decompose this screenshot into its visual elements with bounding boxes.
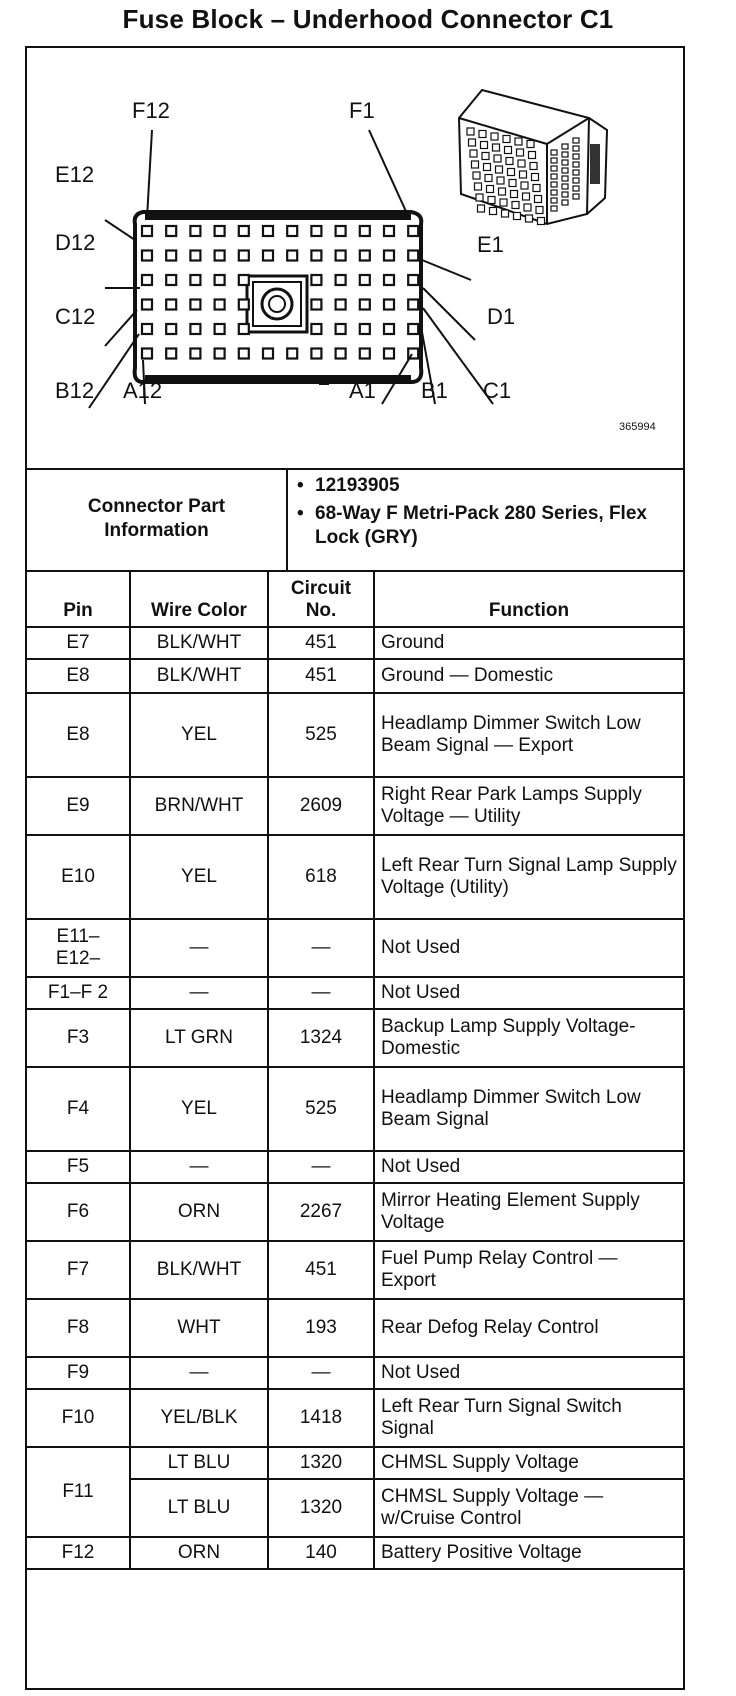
- wire-color-cell: YEL: [130, 835, 268, 919]
- pin-cell: E9: [27, 777, 130, 835]
- sketch-cavity: [481, 142, 488, 149]
- function-cell: Battery Positive Voltage: [374, 1537, 683, 1569]
- function-cell: Right Rear Park Lamps Supply Voltage — Utility: [374, 777, 683, 835]
- function-cell: Rear Defog Relay Control: [374, 1299, 683, 1357]
- pin-cavity: [263, 349, 273, 359]
- pinout-table: [27, 570, 683, 1570]
- function-cell: Left Rear Turn Signal Lamp Supply Voltage (Utility): [374, 835, 683, 919]
- pin-cavity: [142, 251, 152, 261]
- sketch-cavity: [573, 170, 579, 175]
- circuit-cell: —: [268, 919, 374, 977]
- table-row: [27, 1537, 683, 1569]
- sketch-cavity: [496, 166, 503, 173]
- pin-cavity: [311, 251, 321, 261]
- function-cell: Left Rear Turn Signal Switch Signal: [374, 1389, 683, 1447]
- table-row: [27, 1447, 683, 1479]
- wire-color-cell: LT BLU: [130, 1479, 268, 1537]
- pin-cavity: [215, 300, 225, 310]
- pin-cavity: [408, 226, 418, 236]
- table-row: [27, 835, 683, 919]
- pin-cavity: [311, 349, 321, 359]
- function-cell: Mirror Heating Element Supply Voltage: [374, 1183, 683, 1241]
- connector-sheet: [25, 46, 685, 1690]
- circuit-cell: 140: [268, 1537, 374, 1569]
- pin-cavity: [166, 324, 176, 334]
- pin-cavity: [384, 275, 394, 285]
- table-row: [27, 1009, 683, 1067]
- pin-cell: E7: [27, 627, 130, 659]
- pin-cell: F12: [27, 1537, 130, 1569]
- pin-cavity: [360, 324, 370, 334]
- circuit-cell: 451: [268, 627, 374, 659]
- page-title: Fuse Block – Underhood Connector C1: [122, 4, 614, 34]
- sketch-cavity: [502, 210, 509, 217]
- pin-cavity: [336, 275, 346, 285]
- sketch-cavity: [506, 158, 513, 165]
- table-row: [27, 977, 683, 1009]
- sketch-cavity: [573, 138, 579, 143]
- connector-part-info-label: Connector Part Information: [27, 468, 288, 570]
- sketch-cavity: [551, 158, 557, 163]
- circuit-cell: 1320: [268, 1447, 374, 1479]
- pin-cavity: [360, 226, 370, 236]
- pin-cavity: [215, 275, 225, 285]
- function-cell: CHMSL Supply Voltage: [374, 1447, 683, 1479]
- pin-cavity: [190, 251, 200, 261]
- pin-cavity: [384, 349, 394, 359]
- sketch-cavity: [508, 169, 515, 176]
- sketch-cavity: [573, 186, 579, 191]
- sketch-cavity: [536, 207, 543, 214]
- circuit-cell: 618: [268, 835, 374, 919]
- pin-cavity: [215, 349, 225, 359]
- sketch-cavity: [562, 192, 568, 197]
- sketch-cavity: [470, 150, 477, 157]
- pin-cavity: [166, 226, 176, 236]
- sketch-cavity: [551, 206, 557, 211]
- pin-cavity: [311, 300, 321, 310]
- pin-cell: E10: [27, 835, 130, 919]
- header-function: Function: [374, 571, 683, 627]
- figure-id: 365994: [619, 421, 656, 433]
- pin-cavity: [263, 226, 273, 236]
- pin-cell: E8: [27, 659, 130, 693]
- wire-color-cell: ORN: [130, 1537, 268, 1569]
- sketch-cavity: [573, 146, 579, 151]
- sketch-cavity: [511, 191, 518, 198]
- sketch-cavity: [535, 196, 542, 203]
- circuit-cell: 1324: [268, 1009, 374, 1067]
- sketch-cavity: [573, 162, 579, 167]
- pin-label-e12: E12: [55, 162, 95, 187]
- pin-cavity: [142, 349, 152, 359]
- wire-color-cell: —: [130, 1151, 268, 1183]
- pin-cavity: [215, 324, 225, 334]
- pin-label-d1: D1: [487, 304, 516, 329]
- table-row: [27, 919, 683, 977]
- wire-color-cell: LT GRN: [130, 1009, 268, 1067]
- sketch-cavity: [497, 177, 504, 184]
- circuit-cell: 2609: [268, 777, 374, 835]
- sketch-cavity: [487, 186, 494, 193]
- pin-label-d12: D12: [55, 230, 96, 255]
- pin-cavity: [287, 251, 297, 261]
- pin-label-b1: B1: [421, 378, 448, 403]
- header-pin: Pin: [27, 571, 130, 627]
- pin-cavity: [408, 300, 418, 310]
- connector-isometric-sketch: [459, 90, 607, 225]
- pin-cavity: [239, 349, 249, 359]
- part-number: • 12193905: [289, 474, 679, 498]
- pin-cavity: [408, 275, 418, 285]
- sketch-cavity: [551, 174, 557, 179]
- sketch-cavity: [530, 163, 537, 170]
- sketch-cavity: [475, 183, 482, 190]
- pin-cell: F7: [27, 1241, 130, 1299]
- pin-cavity: [190, 226, 200, 236]
- function-cell: Backup Lamp Supply Voltage-Domestic: [374, 1009, 683, 1067]
- pin-cavity: [384, 251, 394, 261]
- pin-cavity: [336, 300, 346, 310]
- wire-color-cell: WHT: [130, 1299, 268, 1357]
- sketch-cavity: [524, 204, 531, 211]
- sketch-cavity: [467, 128, 474, 135]
- sketch-cavity: [562, 152, 568, 157]
- function-cell: Ground: [374, 627, 683, 659]
- sketch-cavity: [490, 208, 497, 215]
- pin-cell: F11: [27, 1447, 130, 1537]
- circuit-cell: —: [268, 1357, 374, 1389]
- sketch-cavity: [469, 139, 476, 146]
- pin-cavity: [384, 300, 394, 310]
- sketch-cavity: [478, 205, 485, 212]
- pin-label-e1: E1: [477, 232, 504, 257]
- pin-cavity: [336, 251, 346, 261]
- pin-cavity: [336, 324, 346, 334]
- sketch-cavity: [533, 185, 540, 192]
- table-row: [27, 659, 683, 693]
- connector-part-info-list: [289, 474, 679, 554]
- pin-cell: E8: [27, 693, 130, 777]
- sketch-cavity: [484, 164, 491, 171]
- pin-label-f1: F1: [349, 98, 375, 123]
- sketch-cavity: [518, 160, 525, 167]
- sketch-cavity: [562, 184, 568, 189]
- pin-cell: F6: [27, 1183, 130, 1241]
- table-row: [27, 777, 683, 835]
- pin-label-f12: F12: [132, 98, 170, 123]
- pin-cavity: [360, 349, 370, 359]
- pin-cavity: [239, 300, 249, 310]
- pin-cell: F5: [27, 1151, 130, 1183]
- sketch-cavity: [482, 153, 489, 160]
- sketch-cavity: [493, 144, 500, 151]
- sketch-cavity: [529, 152, 536, 159]
- pin-cavity: [287, 226, 297, 236]
- table-row: [27, 627, 683, 659]
- sketch-cavity: [488, 197, 495, 204]
- sketch-cavity: [472, 161, 479, 168]
- sketch-cavity: [551, 150, 557, 155]
- circuit-cell: 451: [268, 659, 374, 693]
- pin-cavity: [166, 251, 176, 261]
- pin-label-a12: A12: [123, 378, 163, 403]
- sketch-cavity: [562, 144, 568, 149]
- pin-cavity: [336, 226, 346, 236]
- header-circuit-no: Circuit No.: [268, 571, 374, 627]
- wire-color-cell: YEL/BLK: [130, 1389, 268, 1447]
- pin-cell: F10: [27, 1389, 130, 1447]
- sketch-cavity: [473, 172, 480, 179]
- wire-color-cell: —: [130, 1357, 268, 1389]
- sketch-cavity: [562, 200, 568, 205]
- pin-cavity: [239, 251, 249, 261]
- circuit-cell: 193: [268, 1299, 374, 1357]
- pin-cavity: [287, 349, 297, 359]
- sketch-cavity: [562, 160, 568, 165]
- wire-color-cell: LT BLU: [130, 1447, 268, 1479]
- sketch-cavity: [551, 182, 557, 187]
- pin-label-c1: C1: [483, 378, 512, 403]
- pin-cavity: [166, 275, 176, 285]
- sketch-cavity: [505, 147, 512, 154]
- pin-cavity: [408, 324, 418, 334]
- sketch-cavity: [526, 215, 533, 222]
- sketch-cavity: [499, 188, 506, 195]
- table-row: [27, 1389, 683, 1447]
- sketch-cavity: [517, 149, 524, 156]
- connector-face-drawing: [135, 210, 422, 385]
- pin-cavity: [190, 349, 200, 359]
- pin-label-b12: B12: [55, 378, 95, 403]
- pin-cavity: [360, 300, 370, 310]
- sketch-cavity: [562, 168, 568, 173]
- pin-cavity: [239, 275, 249, 285]
- circuit-cell: —: [268, 977, 374, 1009]
- sketch-cavity: [551, 198, 557, 203]
- function-cell: CHMSL Supply Voltage — w/Cruise Control: [374, 1479, 683, 1537]
- sketch-cavity: [520, 171, 527, 178]
- sketch-cavity: [503, 136, 510, 143]
- sketch-cavity: [562, 176, 568, 181]
- sketch-cavity: [500, 199, 507, 206]
- sketch-cavity: [512, 202, 519, 209]
- sketch-cavity: [509, 180, 516, 187]
- pin-cell: F1–F 2: [27, 977, 130, 1009]
- connector-part-info: [27, 468, 683, 572]
- table-row: [27, 1241, 683, 1299]
- sketch-cavity: [476, 194, 483, 201]
- sketch-cavity: [527, 141, 534, 148]
- sketch-cavity: [485, 175, 492, 182]
- pin-cavity: [384, 324, 394, 334]
- pin-cell: F9: [27, 1357, 130, 1389]
- function-cell: Headlamp Dimmer Switch Low Beam Signal: [374, 1067, 683, 1151]
- wire-color-cell: BLK/WHT: [130, 1241, 268, 1299]
- pin-cavity: [336, 349, 346, 359]
- function-cell: Fuel Pump Relay Control — Export: [374, 1241, 683, 1299]
- circuit-cell: 1320: [268, 1479, 374, 1537]
- pin-cavity: [166, 300, 176, 310]
- pin-cavity: [166, 349, 176, 359]
- pin-cell: E11– E12–: [27, 919, 130, 977]
- sketch-cavity: [479, 131, 486, 138]
- pin-cell: F8: [27, 1299, 130, 1357]
- pin-cavity: [311, 324, 321, 334]
- wire-color-cell: —: [130, 977, 268, 1009]
- function-cell: Ground — Domestic: [374, 659, 683, 693]
- table-row: [27, 1357, 683, 1389]
- table-row: [27, 1067, 683, 1151]
- header-wire-color: Wire Color: [130, 571, 268, 627]
- pin-cavity: [311, 275, 321, 285]
- table-row: [27, 1151, 683, 1183]
- table-row: [27, 1299, 683, 1357]
- pin-cavity: [408, 251, 418, 261]
- sketch-cavity: [551, 190, 557, 195]
- circuit-cell: 2267: [268, 1183, 374, 1241]
- function-cell: Headlamp Dimmer Switch Low Beam Signal — Export: [374, 693, 683, 777]
- pin-label-c12: C12: [55, 304, 96, 329]
- function-cell: Not Used: [374, 977, 683, 1009]
- pin-cavity: [215, 251, 225, 261]
- pin-cavity: [239, 324, 249, 334]
- wire-color-cell: BLK/WHT: [130, 627, 268, 659]
- pin-cavity: [190, 324, 200, 334]
- circuit-cell: 525: [268, 693, 374, 777]
- function-cell: Not Used: [374, 1357, 683, 1389]
- pin-cavity: [360, 251, 370, 261]
- pin-cavity: [215, 226, 225, 236]
- pin-cavity: [142, 275, 152, 285]
- wire-color-cell: BRN/WHT: [130, 777, 268, 835]
- wire-color-cell: ORN: [130, 1183, 268, 1241]
- function-cell: Not Used: [374, 1151, 683, 1183]
- sketch-cavity: [491, 133, 498, 140]
- sketch-cavity: [514, 213, 521, 220]
- sketch-cavity: [494, 155, 501, 162]
- pin-cavity: [239, 226, 249, 236]
- circuit-cell: 1418: [268, 1389, 374, 1447]
- wire-color-cell: —: [130, 919, 268, 977]
- pin-cavity: [142, 226, 152, 236]
- table-row: [27, 693, 683, 777]
- pin-cavity: [142, 300, 152, 310]
- wire-color-cell: YEL: [130, 1067, 268, 1151]
- circuit-cell: 525: [268, 1067, 374, 1151]
- table-row: [27, 1183, 683, 1241]
- sketch-cavity: [538, 218, 545, 225]
- wire-color-cell: YEL: [130, 693, 268, 777]
- pin-cavity: [190, 275, 200, 285]
- sketch-cavity: [551, 166, 557, 171]
- sketch-cavity: [521, 182, 528, 189]
- function-cell: Not Used: [374, 919, 683, 977]
- pin-cavity: [190, 300, 200, 310]
- pin-cavity: [311, 226, 321, 236]
- pin-label-a1: A1: [349, 378, 376, 403]
- pin-cavity: [263, 251, 273, 261]
- wire-color-cell: BLK/WHT: [130, 659, 268, 693]
- pin-cell: F3: [27, 1009, 130, 1067]
- sketch-cavity: [523, 193, 530, 200]
- circuit-cell: 451: [268, 1241, 374, 1299]
- sketch-cavity: [573, 154, 579, 159]
- pin-cavity: [384, 226, 394, 236]
- sketch-cavity: [532, 174, 539, 181]
- connector-diagram: [27, 48, 683, 470]
- sketch-cavity: [573, 178, 579, 183]
- pin-cavity: [142, 324, 152, 334]
- pin-cavity: [360, 275, 370, 285]
- sketch-cavity: [515, 138, 522, 145]
- pin-cell: F4: [27, 1067, 130, 1151]
- connector-description: • 68-Way F Metri-Pack 280 Series, Flex Lock (GRY): [289, 502, 679, 550]
- circuit-cell: —: [268, 1151, 374, 1183]
- sketch-cavity: [573, 194, 579, 199]
